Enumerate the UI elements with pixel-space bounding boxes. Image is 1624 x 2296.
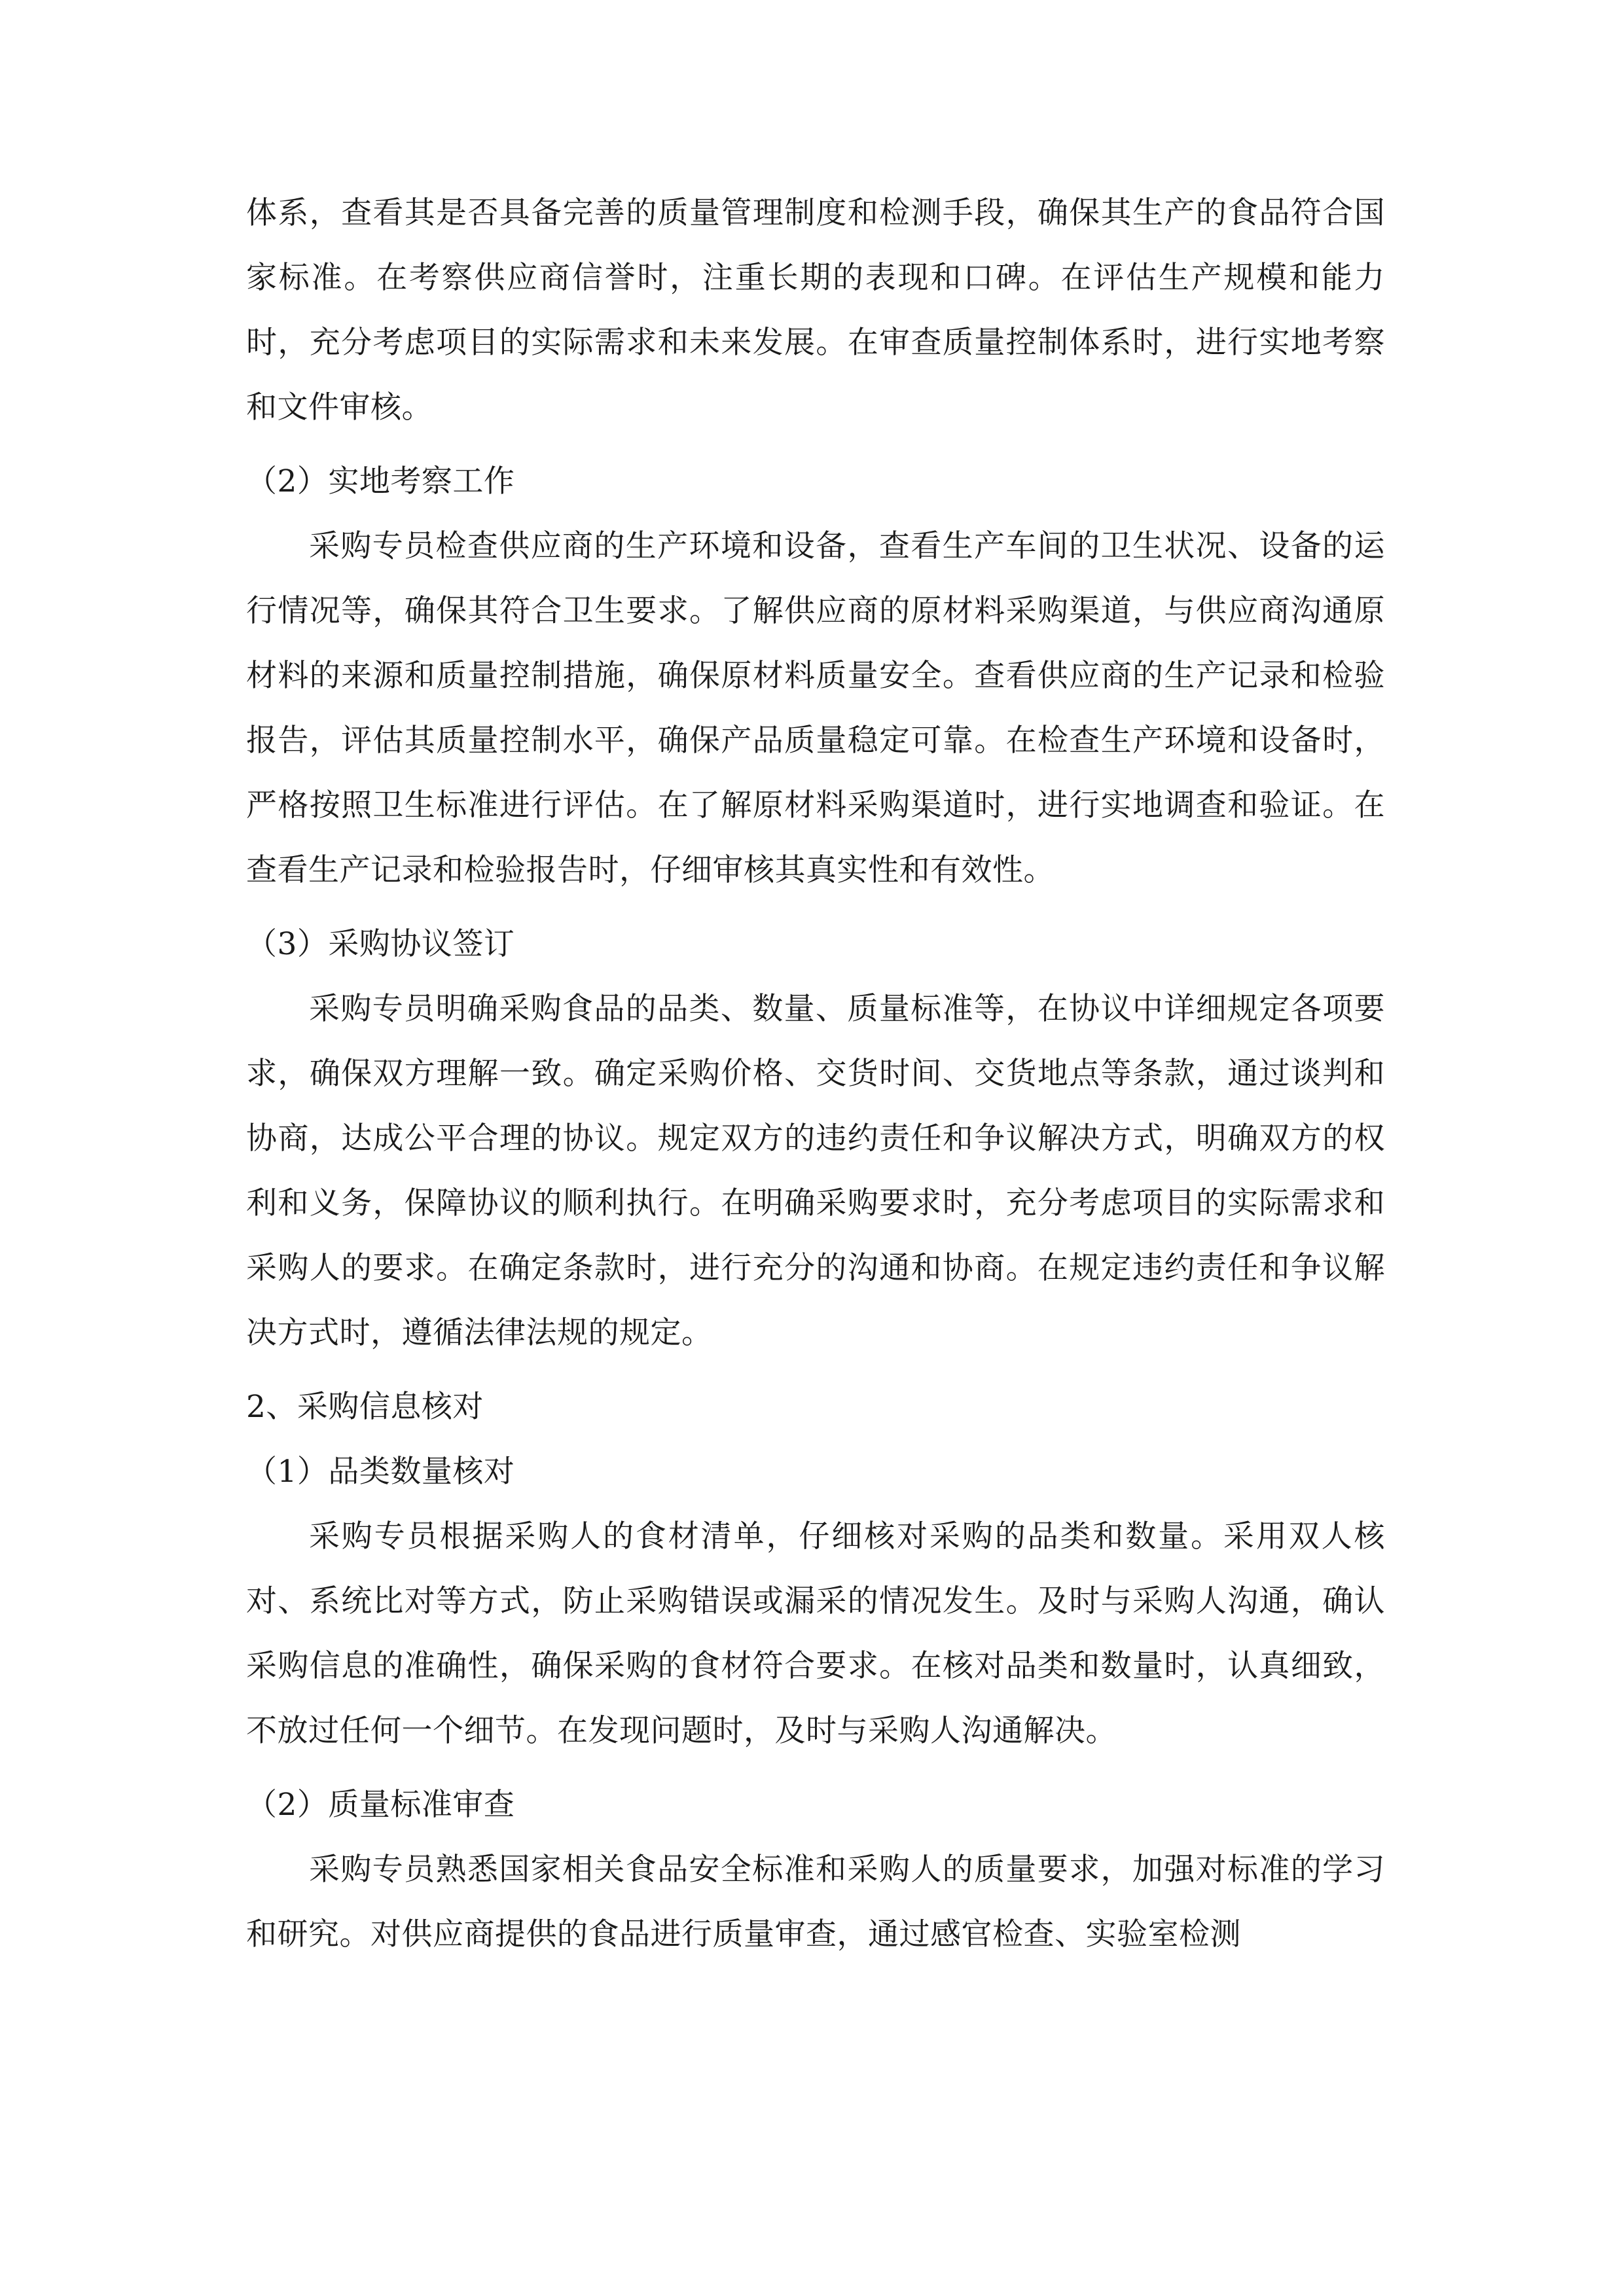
section-heading-info-verification: 2、采购信息核对 <box>246 1389 484 1425</box>
subheading-field-inspection: （2）实地考察工作 <box>246 463 515 499</box>
subheading-procurement-agreement: （3）采购协议签订 <box>246 926 515 962</box>
body-paragraph-category-quantity: 采购专员根据采购人的食材清单，仔细核对采购的品类和数量。采用双人核对、系统比对等方式，防止采购错误或漏采的情况发生。及时与采购人沟通，确认采购信息的准确性，确保采购的食材符合要求。在核对品类和数量时，认真细致，不放过任何一个细节。在发现问题时，及时与采购人沟通解决。 <box>246 1518 1385 1749</box>
document-page <box>246 181 1385 1967</box>
body-paragraph-procurement-agreement: 采购专员明确采购食品的品类、数量、质量标准等，在协议中详细规定各项要求，确保双方理解一致。确定采购价格、交货时间、交货地点等条款，通过谈判和协商，达成公平合理的协议。规定双方的违约责任和争议解决方式，明确双方的权利和义务，保障协议的顺利执行。在明确采购要求时，充分考虑项目的实际需求和采购人的要求。在确定条款时，进行充分的沟通和协商。在规定违约责任和争议解决方式时，遵循法律法规的规定。 <box>246 991 1385 1351</box>
subheading-category-quantity: （1）品类数量核对 <box>246 1454 515 1490</box>
subheading-quality-standard: （2）质量标准审查 <box>246 1787 515 1823</box>
body-paragraph-field-inspection: 采购专员检查供应商的生产环境和设备，查看生产车间的卫生状况、设备的运行情况等，确保其符合卫生要求。了解供应商的原材料采购渠道，与供应商沟通原材料的来源和质量控制措施，确保原材料质量安全。查看供应商的生产记录和检验报告，评估其质量控制水平，确保产品质量稳定可靠。在检查生产环境和设备时，严格按照卫生标准进行评估。在了解原材料采购渠道时，进行实地调查和验证。在查看生产记录和检验报告时，仔细审核其真实性和有效性。 <box>246 528 1385 888</box>
body-paragraph-continued: 体系，查看其是否具备完善的质量管理制度和检测手段，确保其生产的食品符合国家标准。在考察供应商信誉时，注重长期的表现和口碑。在评估生产规模和能力时，充分考虑项目的实际需求和未来发展。在审查质量控制体系时，进行实地考察和文件审核。 <box>246 195 1385 425</box>
body-paragraph-quality-standard: 采购专员熟悉国家相关食品安全标准和采购人的质量要求，加强对标准的学习和研究。对供应商提供的食品进行质量审查，通过感官检查、实验室检测 <box>246 1852 1385 1952</box>
